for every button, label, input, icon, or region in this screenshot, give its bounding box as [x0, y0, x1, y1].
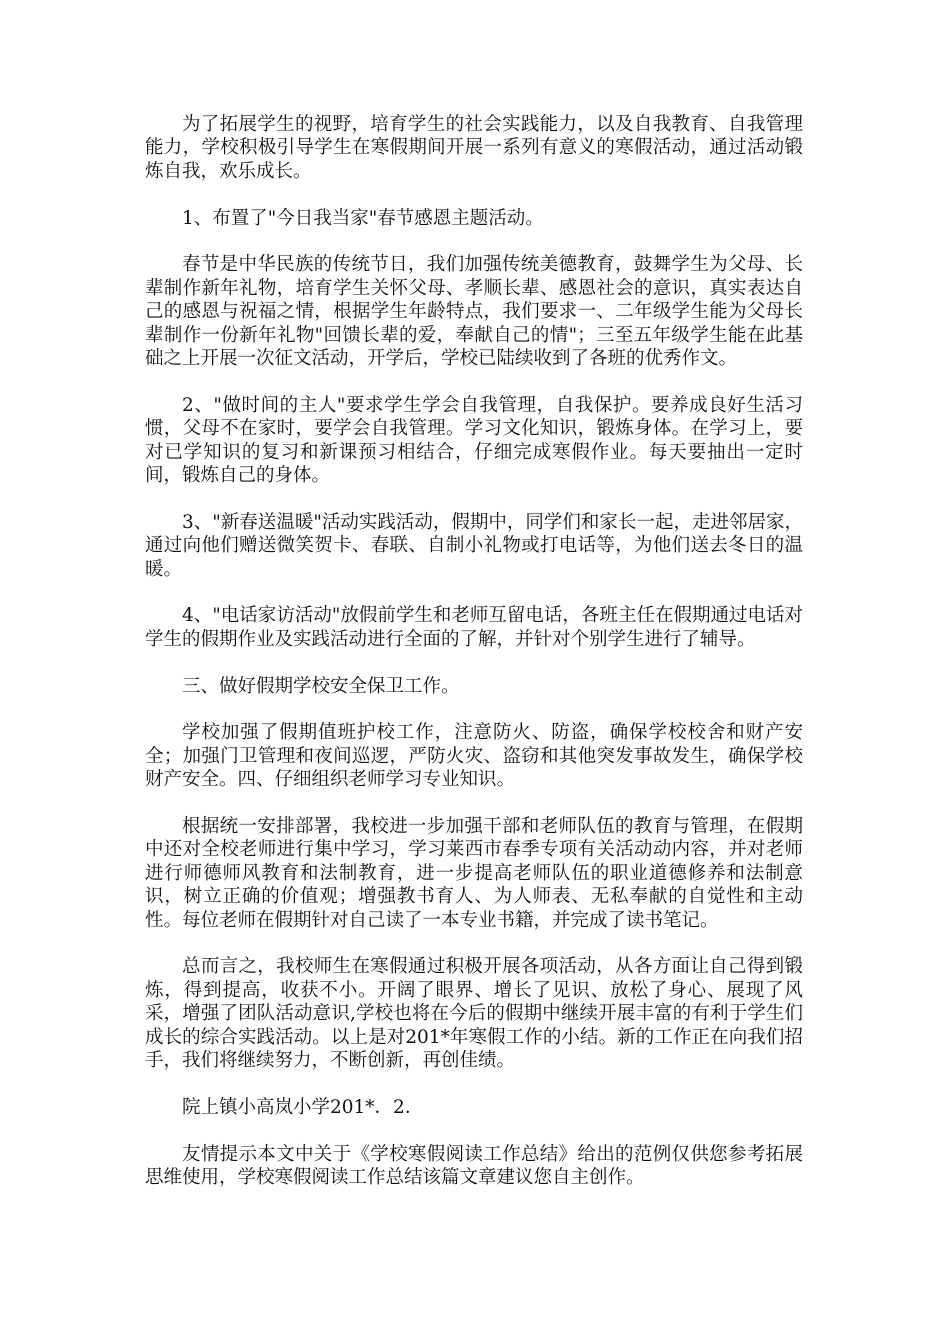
item-3-paragraph: 3、"新春送温暖"活动实践活动，假期中，同学们和家长一起，走进邻居家，通过向他们赠送微笑贺卡、春联、自制小礼物或打电话等，为他们送去冬日的温暖。 — [145, 511, 803, 580]
intro-paragraph: 为了拓展学生的视野，培育学生的社会实践能力，以及自我教育、自我管理能力，学校积极引导学生在寒假期间开展一系列有意义的寒假活动，通过活动锻炼自我，欢乐成长。 — [145, 114, 803, 182]
item-4-paragraph: 4、"电话家访活动"放假前学生和老师互留电话，各班主任在假期通过电话对学生的假期作业及实践活动进行全面的了解，并针对个别学生进行了辅导。 — [145, 605, 803, 650]
item-1-heading: 1、布置了"今日我当家"春节感恩主题活动。 — [182, 207, 544, 229]
footer-tip-paragraph: 友情提示本文中关于《学校寒假阅读工作总结》给出的范例仅供您参考拓展思维使用，学校寒假阅读工作总结该篇文章建议您自主创作。 — [145, 1143, 803, 1189]
section-3-heading: 三、做好假期学校安全保卫工作。 — [182, 675, 460, 697]
summary-paragraph: 总而言之，我校师生在寒假通过积极开展各项活动，从各方面让自己得到锻炼，得到提高，收获不小。开阔了眼界、增长了见识、放松了身心、展现了风采，增强了团队活动意识,学校也将在今后的假期中继续开展丰富的有利于学生们成长的综合实践活动。以上是对201*年寒假工作的小结。新的工作正在向我们招手，我们将继续努力，不断创新，再创佳绩。 — [145, 956, 803, 1072]
teacher-study-paragraph: 根据统一安排部署，我校进一步加强干部和老师队伍的教育与管理，在假期中还对全校老师进行集中学习，学习莱西市春季专项有关活动动内容，并对老师进行师德师风教育和法制教育，进一步提高老师队伍的职业道德修养和法制意识，树立正确的价值观；增强教书育人、为人师表、无私奉献的自觉性和主动性。每位老师在假期针对自己读了一本专业书籍，并完成了读书笔记。 — [145, 816, 803, 931]
safety-paragraph: 学校加强了假期值班护校工作，注意防火、防盗，确保学校校舍和财产安全；加强门卫管理和夜间巡逻，严防火灾、盗窃和其他突发事故发生，确保学校财产安全。四、仔细组织老师学习专业知识。 — [145, 722, 803, 791]
item-2-paragraph: 2、"做时间的主人"要求学生学会自我管理，自我保护。要养成良好生活习惯，父母不在家时，要学会自我管理。学习文化知识，锻炼身体。在学习上，要对已学知识的复习和新课预习相结合，仔细完成寒假作业。每天要抽出一定时间，锻炼自己的身体。 — [145, 394, 803, 487]
document-body — [145, 113, 803, 1213]
signature-line: 院上镇小高岚小学201*．2． — [182, 1096, 424, 1118]
spring-festival-paragraph: 春节是中华民族的传统节日，我们加强传统美德教育，鼓舞学生为父母、长辈制作新年礼物，培育学生关怀父母、孝顺长辈、感恩社会的意识，真实表达自己的感恩与祝福之情，根据学生年龄特点，我们要求一、二年级学生能为父母长辈制作一份新年礼物"回馈长辈的爱，奉献自己的情"；三至五年级学生能在此基础之上开展一次征文活动，开学后，学校已陆续收到了各班的优秀作文。 — [145, 254, 803, 370]
